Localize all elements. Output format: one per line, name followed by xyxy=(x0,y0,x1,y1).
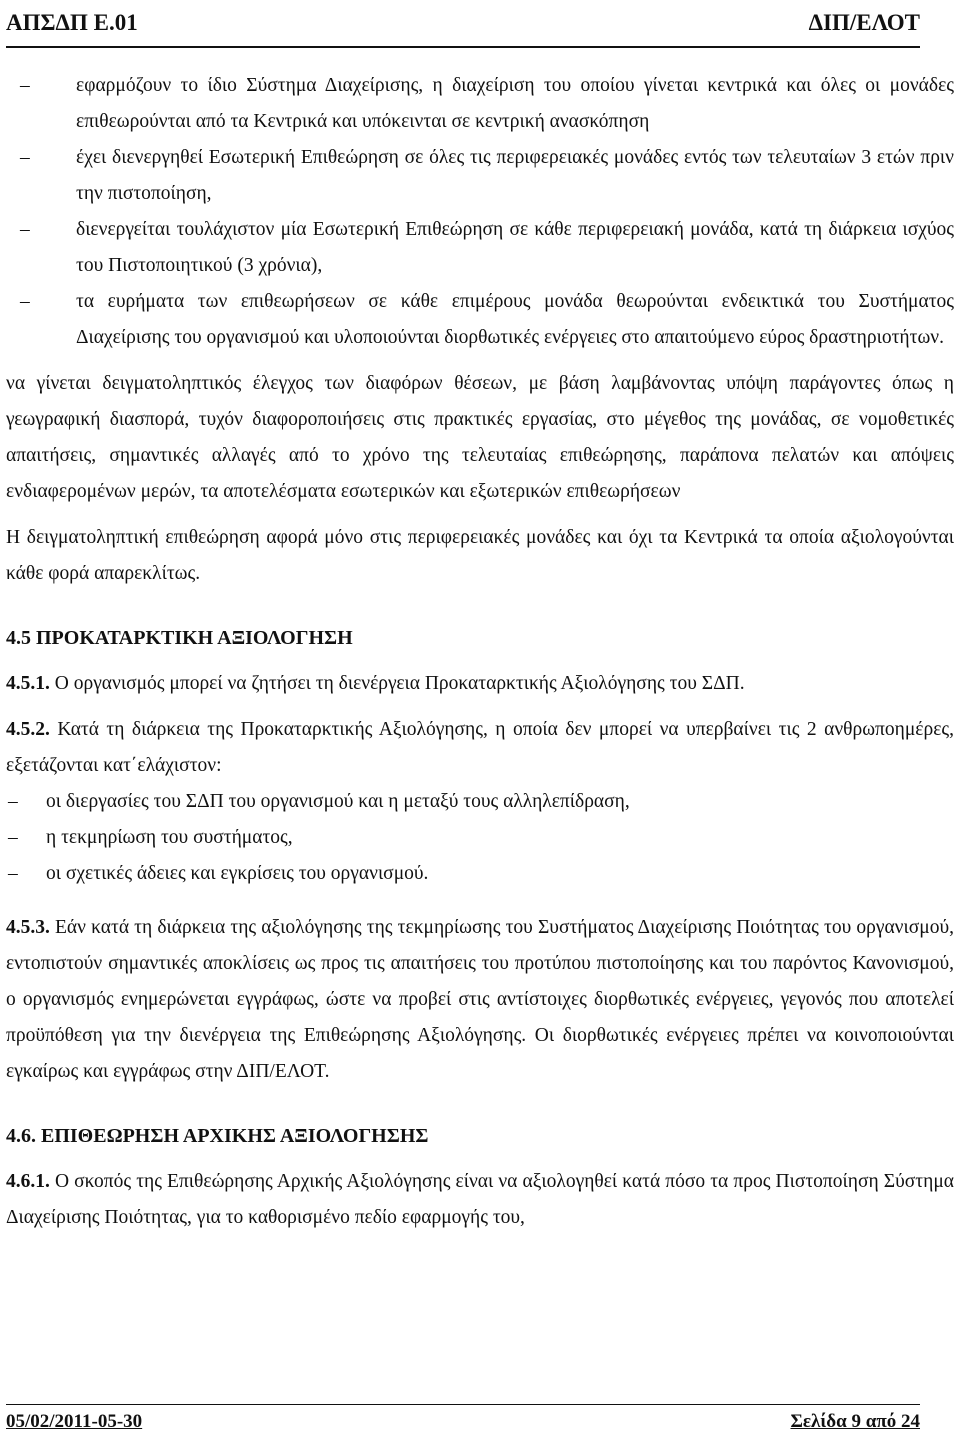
list-item-text: η τεκμηρίωση του συστήματος, xyxy=(46,827,293,848)
footer-date: 05/02/2011-05-30 xyxy=(6,1411,143,1432)
list-item-text: οι διεργασίες του ΣΔΠ του οργανισμού και η μεταξύ τους αλληλεπίδραση, xyxy=(46,791,630,812)
dash-bullet: – xyxy=(20,147,30,168)
list-item xyxy=(6,212,954,284)
paragraph-number: 4.5.1. xyxy=(6,673,50,694)
sampling-paragraph: να γίνεται δειγματοληπτικός έλεγχος των διαφόρων θέσεων, με βάση λαμβάνοντας υπόψη παράγοντες όπως η γεωγραφική διασπορά, τυχόν διαφοροποιήσεις στις πρακτικές εργασίας, στο μέγεθος της μονάδας, σε νομοθετικές απαιτήσεις, σημαντικές αλλαγές από το χρόνο της τελευταίας επιθεώρησης, παράπονα πελατών και απόψεις ενδιαφερομένων μερών, τα αποτελέσματα εσωτερικών και εξωτερικών επιθεωρήσεων xyxy=(6,373,954,502)
regional-paragraph: Η δειγματοληπτική επιθεώρηση αφορά μόνο στις περιφερειακές μονάδες και όχι τα Κεντρικά τα οποία αξιολογούνται κάθε φορά απαρεκλίτως. xyxy=(6,527,954,584)
list-item-text: έχει διενεργηθεί Εσωτερική Επιθεώρηση σε όλες τις περιφερειακές μονάδες εντός των τελευταίων 3 ετών πριν την πιστοποίηση, xyxy=(76,147,954,204)
dash-bullet: – xyxy=(8,863,18,884)
paragraph-number: 4.5.2. xyxy=(6,719,50,740)
paragraph-number: 4.5.3. xyxy=(6,917,50,938)
list-item xyxy=(6,856,954,892)
list-item xyxy=(6,68,954,140)
header-doc-code: ΑΠΣΔΠ Ε.01 xyxy=(6,10,138,35)
list-item xyxy=(6,820,954,856)
paragraph-4-5-1 xyxy=(6,666,954,702)
dash-bullet: – xyxy=(8,791,18,812)
dash-bullet: – xyxy=(20,291,30,312)
footer-page-number: Σελίδα 9 από 24 xyxy=(790,1411,920,1432)
section-heading-4-6: 4.6. ΕΠΙΘΕΩΡΗΣΗ ΑΡΧΙΚΗΣ ΑΞΙΟΛΟΓΗΣΗΣ xyxy=(6,1125,429,1147)
list-item-text: εφαρμόζουν το ίδιο Σύστημα Διαχείρισης, η διαχείριση του οποίου γίνεται κεντρικά και όλες οι μονάδες επιθεωρούνται από τα Κεντρικά και υπόκεινται σε κεντρική ανασκόπηση xyxy=(76,75,954,132)
paragraph-4-5-2 xyxy=(6,712,954,784)
paragraph-4-5-3 xyxy=(6,910,954,1090)
paragraph-text: Κατά τη διάρκεια της Προκαταρκτικής Αξιολόγησης, η οποία δεν μπορεί να υπερβαίνει τις 2 ανθρωποημέρες, εξετάζονται κατ΄ελάχιστον: xyxy=(6,719,954,776)
dash-bullet: – xyxy=(20,219,30,240)
paragraph-4-6-1 xyxy=(6,1164,954,1236)
paragraph-text: Εάν κατά τη διάρκεια της αξιολόγησης της τεκμηρίωσης του Συστήματος Διαχείρισης Ποιότητας του οργανισμού, εντοπιστούν σημαντικές αποκλίσεις ως προς τις απαιτήσεις του προτύπου πιστοποίησης και του παρόντος Κανονισμού, ο οργανισμός ενημερώνεται εγγράφως, ώστε να προβεί στις αντίστοιχες διορθωτικές ενέργειες, γεγονός που αποτελεί προϋπόθεση για την διενέργεια της Επιθεώρησης Αξιολόγησης. Οι διορθωτικές ενέργειες πρέπει να κοινοποιούνται εγκαίρως και εγγράφως στην ΔΙΠ/ΕΛΟΤ. xyxy=(6,917,954,1082)
list-item xyxy=(6,284,954,356)
list-item xyxy=(6,784,954,820)
paragraph-number: 4.6.1. xyxy=(6,1171,50,1192)
section-heading-4-5: 4.5 ΠΡΟΚΑΤΑΡΚΤΙΚΗ ΑΞΙΟΛΟΓΗΣΗ xyxy=(6,627,353,649)
paragraph-text: Ο οργανισμός μπορεί να ζητήσει τη διενέργεια Προκαταρκτικής Αξιολόγησης του ΣΔΠ. xyxy=(49,673,745,694)
list-item xyxy=(6,140,954,212)
header-organization: ΔΙΠ/ΕΛΟΤ xyxy=(808,10,920,35)
paragraph-text: Ο σκοπός της Επιθεώρησης Αρχικής Αξιολόγησης είναι να αξιολογηθεί κατά πόσο τα προς Πιστοποίηση Σύστημα Διαχείρισης Ποιότητας, για το καθορισμένο πεδίο εφαρμογής του, xyxy=(6,1171,954,1228)
list-item-text: διενεργείται τουλάχιστον μία Εσωτερική Επιθεώρηση σε κάθε περιφερειακή μονάδα, κατά τη διάρκεια ισχύος του Πιστοποιητικού (3 χρόνια), xyxy=(76,219,954,276)
list-item-text: τα ευρήματα των επιθεωρήσεων σε κάθε επιμέρους μονάδα θεωρούνται ενδεικτικά του Συστήματος Διαχείρισης του οργανισμού και υλοποιούνται διορθωτικές ενέργειες στο απαιτούμενο εύρος δραστηριοτήτων. xyxy=(76,291,954,348)
dash-bullet: – xyxy=(8,827,18,848)
dash-bullet: – xyxy=(20,75,30,96)
page-content xyxy=(6,68,954,1236)
page-footer xyxy=(6,1404,920,1433)
page-header xyxy=(6,0,920,48)
list-item-text: οι σχετικές άδειες και εγκρίσεις του οργανισμού. xyxy=(46,863,429,884)
